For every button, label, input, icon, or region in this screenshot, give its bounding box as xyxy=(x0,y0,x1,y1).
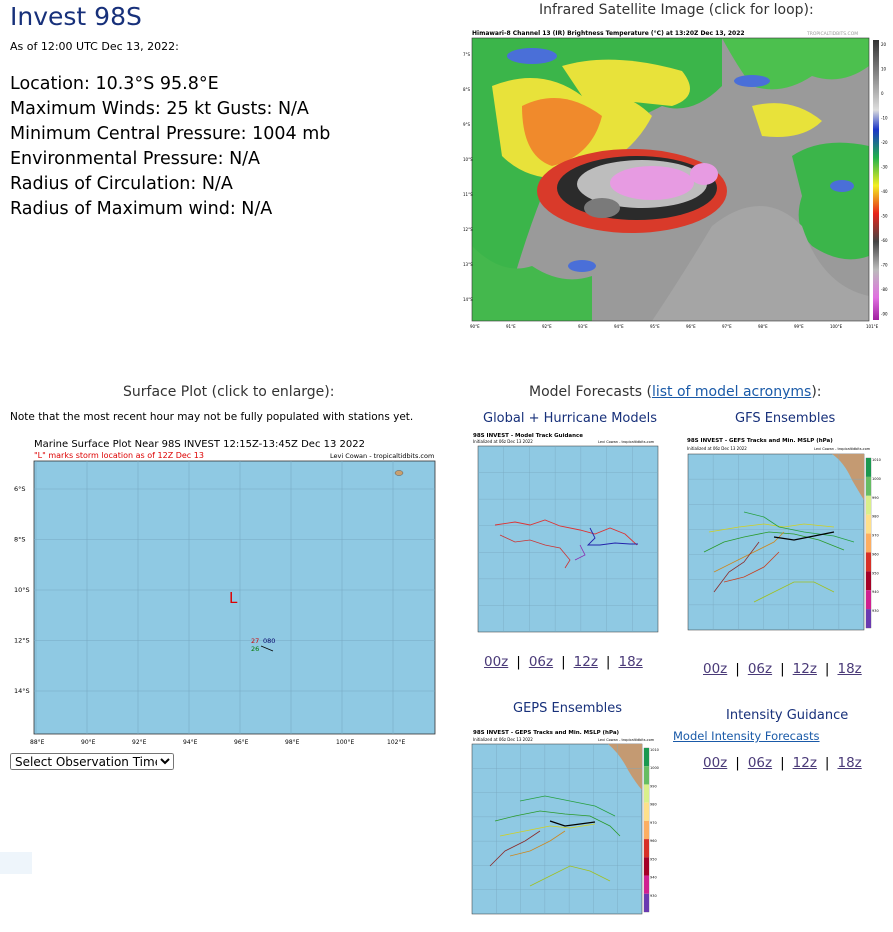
storm-radius-circulation: Radius of Circulation: N/A xyxy=(10,174,233,194)
storm-location: Location: 10.3°S 95.8°E xyxy=(10,74,219,94)
model-acronyms-link[interactable]: list of model acronyms xyxy=(651,384,812,400)
mslp-scale-label: 980 xyxy=(650,802,657,807)
intensity-guidance-title: Intensity Guidance xyxy=(726,708,849,723)
svg-text:98S INVEST - GEPS Tracks and M: 98S INVEST - GEPS Tracks and Min. MSLP (hPa) xyxy=(473,730,620,736)
global-models-title: Global + Hurricane Models xyxy=(483,411,658,426)
ir-color-scale xyxy=(873,40,879,320)
intensity-runs: 00z | 06z | 12z | 18z xyxy=(703,755,862,771)
storm-min-pressure: Minimum Central Pressure: 1004 mb xyxy=(10,124,331,144)
storm-info xyxy=(10,72,330,222)
ir-scale-label: 0 xyxy=(881,91,884,96)
mslp-scale-swatch xyxy=(644,803,649,821)
intensity-run-00z[interactable]: 00z xyxy=(703,755,728,771)
station-temp: 27 xyxy=(251,637,260,645)
global-run-06z[interactable]: 06z xyxy=(528,654,554,670)
lon-label: 102°E xyxy=(387,739,406,746)
surface-note: Note that the most recent hour may not be fully populated with stations yet. xyxy=(10,411,414,423)
mslp-scale-swatch xyxy=(866,496,871,515)
sat-lon-label: 93°E xyxy=(578,324,588,329)
ir-scale-label: -90 xyxy=(881,311,888,317)
mslp-scale-label: 1000 xyxy=(872,476,881,481)
lon-label: 100°E xyxy=(336,739,355,746)
satellite-image[interactable] xyxy=(462,26,890,332)
sat-lon-label: 92°E xyxy=(542,324,552,329)
sat-lon-label: 94°E xyxy=(614,324,624,329)
model-intensity-forecasts-link[interactable]: Model Intensity Forecasts xyxy=(673,729,820,743)
storm-title: Invest 98S xyxy=(10,2,142,31)
mslp-scale-swatch xyxy=(866,590,871,609)
station-dewpoint: 26 xyxy=(251,645,260,653)
ir-scale-label: -70 xyxy=(881,262,888,268)
lat-label: 10°S xyxy=(14,586,30,594)
intensity-run-06z[interactable]: 06z xyxy=(747,755,773,771)
sat-lon-label: 97°E xyxy=(722,324,732,329)
surface-plot-image[interactable] xyxy=(10,432,438,750)
ir-scale-label: -40 xyxy=(881,189,888,194)
global-run-00z[interactable]: 00z xyxy=(484,654,509,670)
mslp-scale-swatch xyxy=(644,748,649,766)
mslp-scale-swatch xyxy=(644,839,649,857)
gfs-ensembles-title: GFS Ensembles xyxy=(735,411,836,426)
mslp-scale-label: 990 xyxy=(872,495,879,500)
sat-lon-label: 99°E xyxy=(794,324,804,329)
svg-text:Initialized at 06z Dec 13 2022: Initialized at 06z Dec 13 2022 xyxy=(473,737,533,742)
lon-label: 90°E xyxy=(81,739,96,746)
mslp-scale-swatch xyxy=(644,766,649,784)
sat-lon-label: 100°E xyxy=(830,324,843,329)
mslp-scale-swatch xyxy=(644,894,649,912)
geps-ensembles-title: GEPS Ensembles xyxy=(513,701,623,716)
mslp-scale-swatch xyxy=(866,515,871,534)
mslp-scale-label: 970 xyxy=(872,533,879,538)
lat-label: 14°S xyxy=(14,687,30,695)
gefs-run-00z[interactable]: 00z xyxy=(703,661,728,677)
blank-panel xyxy=(0,852,32,874)
mslp-scale-label: 940 xyxy=(650,875,657,880)
mslp-scale-label: 950 xyxy=(650,857,657,862)
surface-plot-credit: Levi Cowan - tropicaltidbits.com xyxy=(330,452,435,460)
svg-text:Initialized at 06z Dec 13 2022: Initialized at 06z Dec 13 2022 xyxy=(473,439,533,444)
mslp-scale-label: 970 xyxy=(650,820,657,825)
gfs-ensembles-runs: 00z | 06z | 12z | 18z xyxy=(703,661,862,677)
lat-label: 12°S xyxy=(14,636,30,645)
sat-lat-label: 10°S xyxy=(463,157,473,162)
sat-lon-label: 96°E xyxy=(686,324,696,329)
mslp-scale-label: 960 xyxy=(650,839,657,844)
observation-time-select[interactable] xyxy=(10,753,174,770)
lat-label: 6°S xyxy=(14,485,26,493)
sat-lat-label: 7°S xyxy=(463,52,471,57)
intensity-run-18z[interactable]: 18z xyxy=(837,755,862,771)
mslp-scale-label: 1000 xyxy=(650,766,659,771)
storm-max-winds: Maximum Winds: 25 kt Gusts: N/A xyxy=(10,99,309,119)
sat-lat-label: 11°S xyxy=(463,192,473,197)
sat-lon-label: 101°E xyxy=(866,324,879,329)
ir-scale-label: 10 xyxy=(881,66,887,72)
storm-radius-max-wind: Radius of Maximum wind: N/A xyxy=(10,199,273,219)
satellite-credit: TROPICALTIDBITS.COM xyxy=(807,32,859,37)
ir-scale-label: -30 xyxy=(881,164,888,170)
ir-scale-label: -80 xyxy=(881,287,888,292)
station-pressure: 080 xyxy=(263,637,276,645)
storm-env-pressure: Environmental Pressure: N/A xyxy=(10,149,261,169)
satellite-caption: Himawari-8 Channel 13 (IR) Brightness Temperature (°C) at 13:20Z Dec 13, 2022 xyxy=(472,30,745,37)
mslp-scale-label: 990 xyxy=(650,784,657,789)
global-models-runs: 00z | 06z | 12z | 18z xyxy=(484,654,643,670)
ir-scale-label: -60 xyxy=(881,238,888,243)
mslp-scale-label: 930 xyxy=(872,609,879,614)
mslp-scale-swatch xyxy=(866,571,871,590)
gefs-run-18z[interactable]: 18z xyxy=(837,661,862,677)
svg-text:Levi Cowan - tropicaltidbits.c: Levi Cowan - tropicaltidbits.com xyxy=(814,447,871,451)
gfs-ensembles-image[interactable] xyxy=(684,432,890,634)
lon-label: 96°E xyxy=(234,739,249,746)
surface-header: Surface Plot (click to enlarge): xyxy=(123,384,335,400)
global-run-12z[interactable]: 12z xyxy=(573,654,598,670)
gefs-run-12z[interactable]: 12z xyxy=(792,661,817,677)
mslp-scale-swatch xyxy=(866,552,871,571)
sat-lat-label: 12°S xyxy=(463,227,473,232)
lat-label: 8°S xyxy=(14,535,26,544)
ir-scale-label: -50 xyxy=(881,213,888,219)
lon-label: 98°E xyxy=(285,739,300,746)
sat-lat-label: 13°S xyxy=(463,262,473,267)
svg-text:Levi Cowan - tropicaltidbits.c: Levi Cowan - tropicaltidbits.com xyxy=(598,738,655,742)
svg-text:Initialized at 06z Dec 13 2022: Initialized at 06z Dec 13 2022 xyxy=(687,446,747,451)
sat-lon-label: 91°E xyxy=(506,324,516,329)
mslp-scale-swatch xyxy=(866,609,871,628)
sat-lon-label: 90°E xyxy=(470,324,480,329)
mslp-scale-swatch xyxy=(644,784,649,802)
as-of-timestamp: As of 12:00 UTC Dec 13, 2022: xyxy=(10,40,179,53)
mslp-scale-swatch xyxy=(644,857,649,875)
mslp-scale-swatch xyxy=(644,821,649,839)
model-forecasts-header: Model Forecasts (list of model acronyms): xyxy=(529,384,822,400)
mslp-scale-swatch xyxy=(866,534,871,553)
sat-lat-label: 14°S xyxy=(463,297,473,302)
mslp-scale-label: 1010 xyxy=(872,458,881,462)
sat-lat-label: 9°S xyxy=(463,122,471,127)
surface-plot-subtitle: "L" marks storm location as of 12Z Dec 13 xyxy=(34,451,204,460)
svg-text:98S INVEST - Model Track Guida: 98S INVEST - Model Track Guidance xyxy=(473,433,584,439)
intensity-run-12z[interactable]: 12z xyxy=(792,755,817,771)
global-models-image[interactable] xyxy=(470,430,662,638)
mslp-scale-swatch xyxy=(866,477,871,496)
ir-scale-label: -10 xyxy=(881,115,888,121)
mslp-scale-label: 930 xyxy=(650,893,657,898)
mslp-scale-swatch xyxy=(866,458,871,477)
svg-text:98S INVEST - GEFS Tracks and M: 98S INVEST - GEFS Tracks and Min. MSLP (hPa) xyxy=(687,438,833,444)
mslp-scale-label: 960 xyxy=(872,552,879,557)
sat-lon-label: 95°E xyxy=(650,324,660,329)
sat-lon-label: 98°E xyxy=(758,324,768,329)
geps-ensembles-image[interactable] xyxy=(470,726,662,918)
mslp-scale-label: 950 xyxy=(872,571,879,576)
sat-lat-label: 8°S xyxy=(463,87,471,92)
surface-plot-title: Marine Surface Plot Near 98S INVEST 12:15Z-13:45Z Dec 13 2022 xyxy=(34,439,365,450)
ir-scale-label: 20 xyxy=(881,42,887,47)
global-run-18z[interactable]: 18z xyxy=(618,654,643,670)
svg-text:Levi Cowan - tropicaltidbits.c: Levi Cowan - tropicaltidbits.com xyxy=(598,440,655,444)
mslp-scale-label: 940 xyxy=(872,590,879,595)
lon-label: 94°E xyxy=(183,739,198,746)
gefs-run-06z[interactable]: 06z xyxy=(747,661,773,677)
lon-label: 92°E xyxy=(132,739,147,746)
satellite-header: Infrared Satellite Image (click for loop): xyxy=(539,2,814,18)
storm-location-marker: L xyxy=(229,589,238,607)
mslp-scale-swatch xyxy=(644,876,649,894)
island-shape xyxy=(395,471,403,476)
lon-label: 88°E xyxy=(30,739,45,746)
ir-scale-label: -20 xyxy=(881,140,888,145)
mslp-scale-label: 1010 xyxy=(650,748,659,752)
mslp-scale-label: 980 xyxy=(872,514,879,519)
